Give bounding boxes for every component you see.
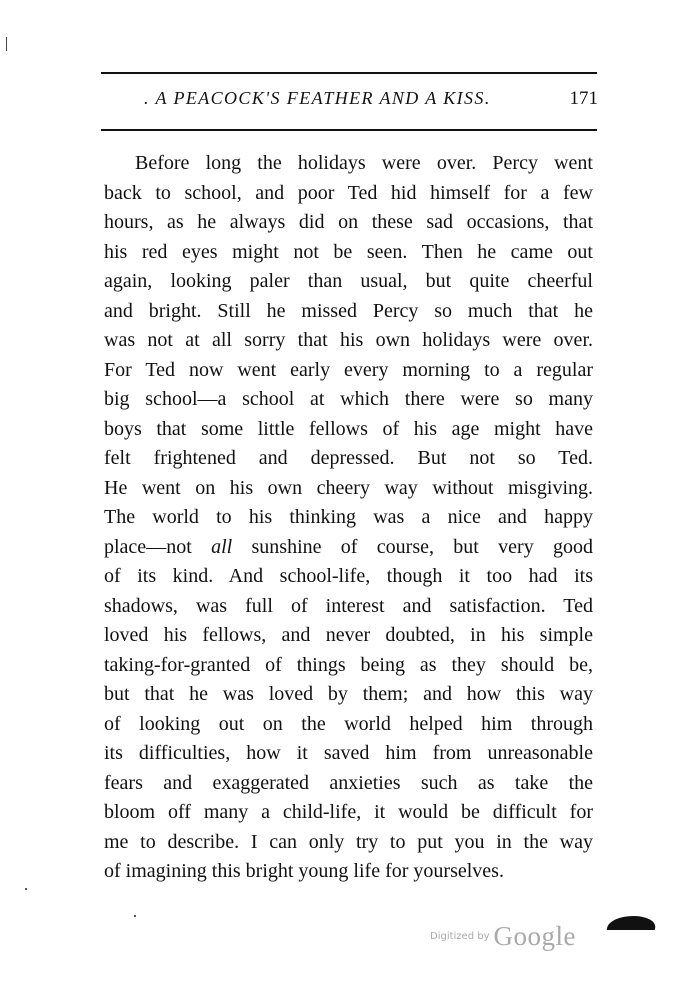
- body-text: [104, 149, 593, 887]
- text-line: of looking out on the world helped him through: [104, 712, 593, 735]
- text-line: He went on his own cheery way without misgiving.: [104, 476, 593, 499]
- header-rule-bottom: [101, 129, 597, 131]
- running-title: . A PEACOCK'S FEATHER AND A KISS.: [144, 88, 491, 108]
- text-segment: place—not: [104, 535, 212, 558]
- text-line: bloom off many a child-life, it would be difficult for: [104, 801, 593, 823]
- text-line: back to school, and poor Ted hid himself for a few: [104, 181, 593, 204]
- text-segment: sunshine of course, but very good: [232, 535, 594, 558]
- text-line: taking-for-granted of things being as they should be,: [104, 653, 593, 676]
- text-line: of its kind. And school-life, though it too had its: [104, 565, 593, 587]
- running-header: [104, 88, 598, 116]
- text-line: boys that some little fellows of his age might have: [104, 417, 593, 440]
- text-line: shadows, was full of interest and satisfaction. Ted: [104, 594, 593, 617]
- header-rule-top: [101, 72, 597, 74]
- google-logo: Google: [493, 921, 576, 951]
- text-line: was not at all sorry that his own holidays were over.: [104, 329, 593, 351]
- text-line: fears and exaggerated anxieties such as take the: [104, 771, 593, 794]
- watermark-prefix: Digitized by: [430, 931, 490, 942]
- text-line: Before long the holidays were over. Percy went: [135, 152, 593, 174]
- text-line: big school—a school at which there were so many: [104, 388, 593, 410]
- page-edge-mark: [6, 37, 7, 51]
- scan-speck: [134, 915, 136, 917]
- page-number: 171: [569, 88, 598, 109]
- text-line: The world to his thinking was a nice and happy: [104, 506, 593, 528]
- emphasized-word: all: [211, 535, 233, 558]
- text-line: his red eyes might not be seen. Then he came out: [104, 240, 593, 263]
- page-corner-ink-mark: [607, 916, 657, 930]
- text-line: loved his fellows, and never doubted, in his simple: [104, 624, 593, 646]
- text-line-with-emphasis: [104, 533, 593, 563]
- scan-speck: [25, 888, 27, 890]
- text-line: hours, as he always did on these sad occasions, that: [104, 211, 593, 233]
- text-line: and bright. Still he missed Percy so much that he: [104, 299, 593, 322]
- text-line: For Ted now went early every morning to a regular: [104, 358, 593, 381]
- text-line: but that he was loved by them; and how this way: [104, 683, 593, 705]
- text-line: felt frightened and depressed. But not so Ted.: [104, 447, 593, 469]
- digitized-watermark: [430, 921, 576, 952]
- text-line: again, looking paler than usual, but quite cheerful: [104, 270, 593, 292]
- text-line: of imagining this bright young life for yourselves.: [104, 860, 504, 882]
- text-line: its difficulties, how it saved him from unreasonable: [104, 742, 593, 764]
- text-line: me to describe. I can only try to put you in the way: [104, 830, 593, 853]
